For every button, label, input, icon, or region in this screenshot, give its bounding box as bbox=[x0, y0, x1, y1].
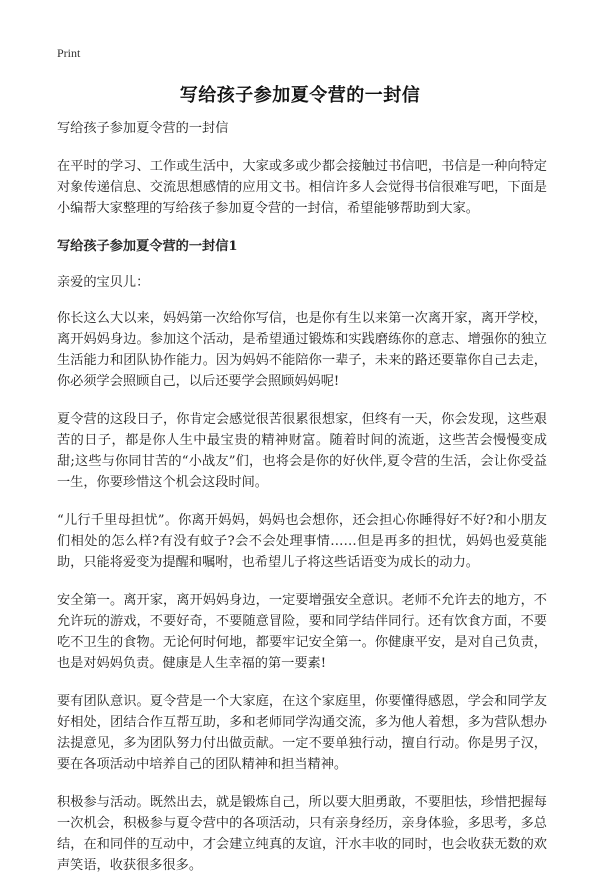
body-paragraph: “儿行千里母担忧”。你离开妈妈，妈妈也会想你，还会担心你睡得好不好?和小朋友们相处的怎么样?有没有蚊子?会不会处理事情……但是再多的担忧，妈妈也爱莫能助，只能将爱变为提醒和嘱咐，也希望儿子将这些话语变为成长的动力。 bbox=[57, 513, 547, 570]
body-paragraph: 要有团队意识。夏令营是一个大家庭，在这个家庭里，你要懂得感恩，学会和同学友好相处，团结合作互帮互助，多和老师同学沟通交流，多为他人着想，多为营队想办法提意见，多为团队努力付出做贡献。一定不要单独行动，擅自行动。你是男子汉，要在各项活动中培养自己的团队精神和担当精神。 bbox=[57, 694, 547, 772]
article-subtitle: 写给孩子参加夏令营的一封信 bbox=[57, 121, 229, 136]
body-paragraph: 积极参与活动。既然出去，就是锻炼自己，所以要大胆勇敢，不要胆怯，珍惜把握每一次机会，积极参与夏令营中的各项活动，只有亲身经历，亲身体验，多思考，多总结，在和同伴的互动中，才会建立纯真的友谊，汗水丰收的同时，也会收获无数的欢声笑语，收获很多很多。 bbox=[57, 795, 547, 873]
letter-greeting: 亲爱的宝贝儿： bbox=[57, 275, 150, 290]
body-paragraph: 安全第一。离开家，离开妈妈身边，一定要增强安全意识。老师不允许去的地方，不允许玩的游戏，不要好奇，不要随意冒险，要和同学结伴同行。还有饮食方面，不要吃不卫生的食物。无论何时何地，都要牢记安全第一。你健康平安，是对自己负责，也是对妈妈负责。健康是人生幸福的第一要素! bbox=[57, 593, 547, 671]
article-body bbox=[57, 118, 547, 893]
page-title: 写给孩子参加夏令营的一封信 bbox=[179, 85, 421, 106]
body-paragraph: 你长这么大以来，妈妈第一次给你写信，也是你有生以来第一次离开家，离开学校，离开妈妈身边。参加这个活动，是希望通过锻炼和实践磨练你的意志、增强你的独立生活能力和团队协作能力。因为妈妈不能陪你一辈子，未来的路还要靠你自己去走，你必须学会照顾自己，以后还要学会照顾妈妈呢! bbox=[57, 311, 547, 389]
intro-paragraph: 在平时的学习、工作或生活中，大家或多或少都会接触过书信吧，书信是一种向特定对象传递信息、交流思想感情的应用文书。相信许多人会觉得书信很难写吧，下面是小编帮大家整理的写给孩子参加夏令营的一封信，希望能够帮助到大家。 bbox=[57, 159, 547, 216]
body-paragraph: 夏令营的这段日子，你肯定会感觉很苦很累很想家，但终有一天，你会发现，这些艰苦的日子，都是你人生中最宝贵的精神财富。随着时间的流逝，这些苦会慢慢变成甜;这些与你同甘苦的“小战友”们，也将会是你的好伙伴,夏令营的生活，会让你受益一生，你要珍惜这个机会这段时间。 bbox=[57, 412, 547, 490]
section-heading: 写给孩子参加夏令营的一封信1 bbox=[57, 239, 238, 254]
print-link[interactable]: Print bbox=[57, 46, 81, 60]
